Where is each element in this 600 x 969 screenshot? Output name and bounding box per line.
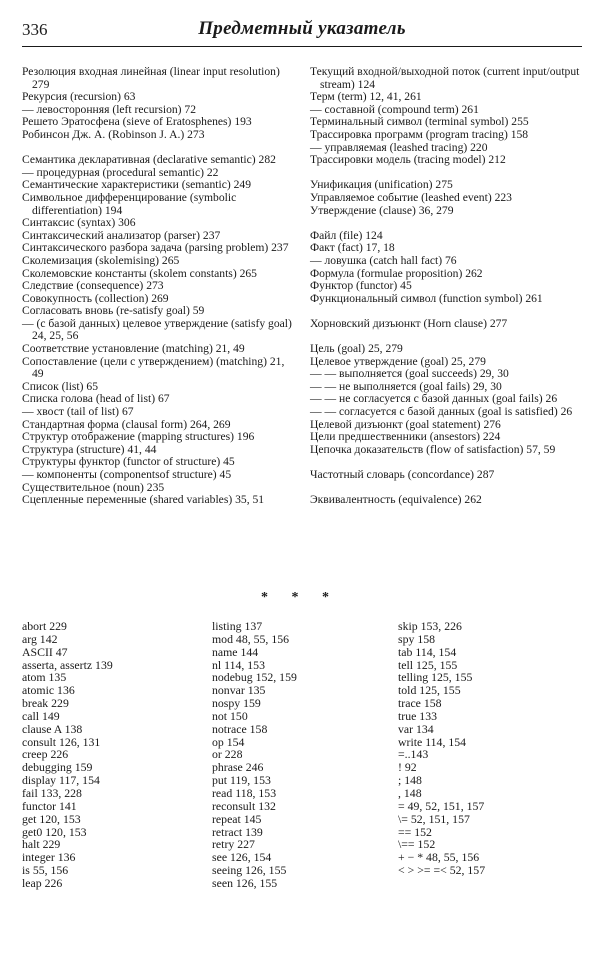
builtin-predicate-entry: + − * 48, 55, 156: [398, 850, 480, 865]
index-entry: Рекурсия (recursion) 63: [22, 90, 136, 104]
index-entry: Сколемизация (skolemising) 265: [22, 253, 180, 267]
index-entry: Трассировка программ (program tracing) 158: [310, 127, 529, 141]
builtin-predicate-entry: skip 153, 226: [398, 619, 462, 633]
builtins-column-1: [22, 620, 197, 890]
index-entry: Решето Эратосфена (sieve of Eratosphenes) 193: [22, 115, 252, 129]
builtin-predicate-entry: atomic 136: [22, 683, 75, 698]
index-entry: Целевой дизъюнкт (goal statement) 276: [310, 417, 501, 431]
builtin-predicate-entry: nl 114, 153: [212, 657, 265, 672]
builtin-predicate-entry: leap 226: [22, 875, 63, 890]
builtin-predicate-entry: name 144: [212, 644, 259, 659]
index-entry: Структур отображение (mapping structures) 196: [22, 430, 255, 444]
page-number: 336: [22, 20, 48, 39]
builtin-predicate-entry: told 125, 155: [398, 683, 461, 698]
builtin-predicate-entry: or 228: [212, 747, 243, 762]
builtin-predicate-entry: telling 125, 155: [398, 670, 473, 685]
index-entry: Формула (formulae proposition) 262: [310, 266, 483, 280]
builtin-predicate-entry: nospy 159: [212, 696, 261, 711]
builtins-column-3: [398, 620, 583, 877]
index-entry: Следствие (consequence) 273: [22, 279, 164, 293]
builtin-predicate-entry: call 149: [22, 708, 60, 723]
index-entry: Управляемое событие (leashed event) 223: [310, 190, 512, 204]
builtin-predicate-entry: abort 229: [22, 619, 67, 633]
builtin-predicate-entry: fail 133, 228: [22, 785, 82, 800]
builtin-predicate-entry: listing 137: [212, 619, 263, 633]
builtin-predicate-entry: repeat 145: [212, 811, 262, 826]
builtin-predicate-entry: phrase 246: [212, 760, 264, 775]
builtin-predicate-entry: read 118, 153: [212, 785, 277, 800]
index-entry: — компоненты (componentsof structure) 45: [22, 468, 232, 481]
builtin-predicate-entry: display 117, 154: [22, 773, 100, 788]
index-entry: Сопоставление (цели с утверждением) (matching) 21, 49: [22, 354, 285, 381]
index-entry: Хорновский дизъюнкт (Horn clause) 277: [310, 316, 508, 330]
index-entry: — хвост (tail of list) 67: [22, 405, 134, 419]
builtin-predicate-entry: asserta, assertz 139: [22, 657, 113, 672]
builtin-predicate-entry: atom 135: [22, 670, 67, 685]
index-entry: — — согласуется с базой данных (goal is satisfied) 26: [310, 405, 573, 419]
section-separator: * * *: [261, 590, 339, 605]
index-entry: Список (list) 65: [22, 379, 99, 393]
index-entry: Цели предшественники (ansestors) 224: [310, 430, 501, 444]
builtin-predicate-entry: clause A 138: [22, 721, 83, 736]
builtin-predicate-entry: < > >= =< 52, 157: [398, 863, 486, 878]
index-entry: — ловушка (catch hall fact) 76: [310, 253, 457, 267]
builtin-predicate-entry: =..143: [398, 747, 429, 762]
builtin-predicate-entry: seen 126, 155: [212, 875, 278, 890]
index-entry: Стандартная форма (clausal form) 264, 269: [22, 417, 231, 431]
builtin-predicate-entry: , 148: [398, 785, 422, 800]
index-entry: Целевое утверждение (goal) 25, 279: [310, 354, 486, 368]
index-entry: Цепочка доказательств (flow of satisfaction) 57, 59: [310, 442, 556, 456]
builtin-predicate-entry: seeing 126, 155: [212, 863, 287, 878]
builtin-predicate-entry: ! 92: [398, 760, 417, 775]
builtin-predicate-entry: get 120, 153: [22, 811, 81, 826]
index-entry: — (с базой данных) целевое утверждение (satisfy goal) 24, 25, 56: [22, 316, 292, 343]
index-entry: — — не согласуется с базой данных (goal fails) 26: [310, 392, 558, 406]
page-header: [22, 16, 582, 47]
index-entry: Семантические характеристики (semantic) 249: [22, 178, 251, 192]
index-column-right: [310, 66, 585, 507]
builtin-predicate-entry: notrace 158: [212, 721, 268, 736]
group-gap: [310, 217, 585, 230]
index-entry: Текущий входной/выходной поток (current input/output stream) 124: [310, 65, 580, 91]
index-entry: Функтор (functor) 45: [310, 279, 412, 293]
builtin-predicate-entry: not 150: [212, 708, 248, 723]
builtin-predicate-entry: ASCII 47: [22, 644, 68, 659]
builtin-predicate-entry: tell 125, 155: [398, 657, 458, 672]
index-entry: Трассировки модель (tracing model) 212: [310, 153, 506, 167]
index-entry: Утверждение (clause) 36, 279: [310, 203, 454, 217]
builtin-predicate-entry: is 55, 156: [22, 863, 69, 878]
builtin-predicate-entry: put 119, 153: [212, 773, 271, 788]
builtin-predicate-entry: \== 152: [398, 837, 436, 852]
index-entry: Структура (structure) 41, 44: [22, 442, 157, 456]
index-entry: Сцепленные переменные (shared variables) 35, 51: [22, 493, 265, 507]
index-entry: Функциональный символ (function symbol) 261: [310, 291, 543, 305]
builtin-predicate-entry: nodebug 152, 159: [212, 670, 297, 685]
builtins-column-2: [212, 620, 387, 890]
index-entry: — управляемая (leashed tracing) 220: [310, 140, 488, 154]
index-entry: Семантика декларативная (declarative semantic) 282: [22, 153, 276, 167]
builtin-predicate-entry: write 114, 154: [398, 734, 467, 749]
index-entry: Сколемовские константы (skolem constants) 265: [22, 266, 257, 280]
builtin-predicate-entry: true 133: [398, 708, 437, 723]
builtin-predicate-entry: see 126, 154: [212, 850, 272, 865]
index-entry: Совокупность (collection) 269: [22, 291, 169, 305]
builtin-predicate-entry: integer 136: [22, 850, 76, 865]
builtin-predicate-entry: ; 148: [398, 773, 422, 788]
index-entry: Соответствие установление (matching) 21, 49: [22, 342, 245, 356]
builtin-predicate-entry: retry 227: [212, 837, 255, 852]
builtin-predicate-entry: var 134: [398, 721, 434, 736]
builtin-predicate-entry: \= 52, 151, 157: [398, 811, 470, 826]
index-entry: Синтаксис (syntax) 306: [22, 216, 136, 230]
index-entry: Робинсон Дж. А. (Robinson J. A.) 273: [22, 127, 205, 141]
builtin-predicate-entry: halt 229: [22, 837, 61, 852]
builtin-predicate-entry: consult 126, 131: [22, 734, 101, 749]
index-entry: — — выполняется (goal succeeds) 29, 30: [310, 367, 509, 381]
index-entry: Терминальный символ (terminal symbol) 255: [310, 115, 529, 129]
builtin-predicate-entry: reconsult 132: [212, 798, 276, 813]
builtin-predicate-entry: get0 120, 153: [22, 824, 87, 839]
builtin-predicate-entry: nonvar 135: [212, 683, 266, 698]
index-entry: Списка голова (head of list) 67: [22, 392, 170, 406]
index-entry: Терм (term) 12, 41, 261: [310, 90, 422, 104]
builtin-predicate-entry: retract 139: [212, 824, 263, 839]
builtin-predicate-entry: functor 141: [22, 798, 77, 813]
index-entry: Символьное дифференцирование (symbolic differentiation) 194: [22, 190, 237, 217]
builtin-predicate-entry: break 229: [22, 696, 69, 711]
index-entry: Синтаксический анализатор (parser) 237: [22, 228, 221, 242]
index-entry: — левосторонняя (left recursion) 72: [22, 102, 197, 116]
index-entry: Синтаксического разбора задача (parsing problem) 237: [22, 241, 289, 255]
builtin-predicate-entry: spy 158: [398, 631, 436, 646]
group-gap: [310, 305, 585, 318]
builtin-predicate-entry: = 49, 52, 151, 157: [398, 798, 485, 813]
index-column-left: [22, 66, 294, 507]
builtin-predicate-entry: tab 114, 154: [398, 644, 457, 659]
builtin-predicate-entry: op 154: [212, 734, 245, 749]
index-entry: Частотный словарь (concordance) 287: [310, 468, 495, 481]
index-entry: — составной (compound term) 261: [310, 102, 479, 116]
index-entry: Цель (goal) 25, 279: [310, 342, 403, 356]
builtin-predicate-entry: creep 226: [22, 747, 69, 762]
index-entry: Резолюция входная линейная (linear input resolution) 279: [22, 65, 280, 91]
index-entry: — процедурная (procedural semantic) 22: [22, 165, 219, 179]
index-entry: Файл (file) 124: [310, 228, 383, 242]
builtin-predicate-entry: trace 158: [398, 696, 442, 711]
builtin-predicate-entry: debugging 159: [22, 760, 93, 775]
index-entry: Унификация (unification) 275: [310, 178, 453, 192]
index-entry: Факт (fact) 17, 18: [310, 241, 395, 255]
builtin-predicate-entry: mod 48, 55, 156: [212, 631, 290, 646]
builtin-predicate-entry: == 152: [398, 824, 432, 839]
index-entry: Согласовать вновь (re-satisfy goal) 59: [22, 304, 205, 318]
running-title: Предметный указатель: [198, 18, 406, 39]
index-entry: Структуры функтор (functor of structure) 45: [22, 455, 235, 469]
index-entry: Эквивалентность (equivalence) 262: [310, 493, 482, 507]
index-entry: Существительное (noun) 235: [22, 480, 165, 494]
index-entry: — — не выполняется (goal fails) 29, 30: [310, 379, 502, 393]
builtin-predicate-entry: arg 142: [22, 631, 58, 646]
